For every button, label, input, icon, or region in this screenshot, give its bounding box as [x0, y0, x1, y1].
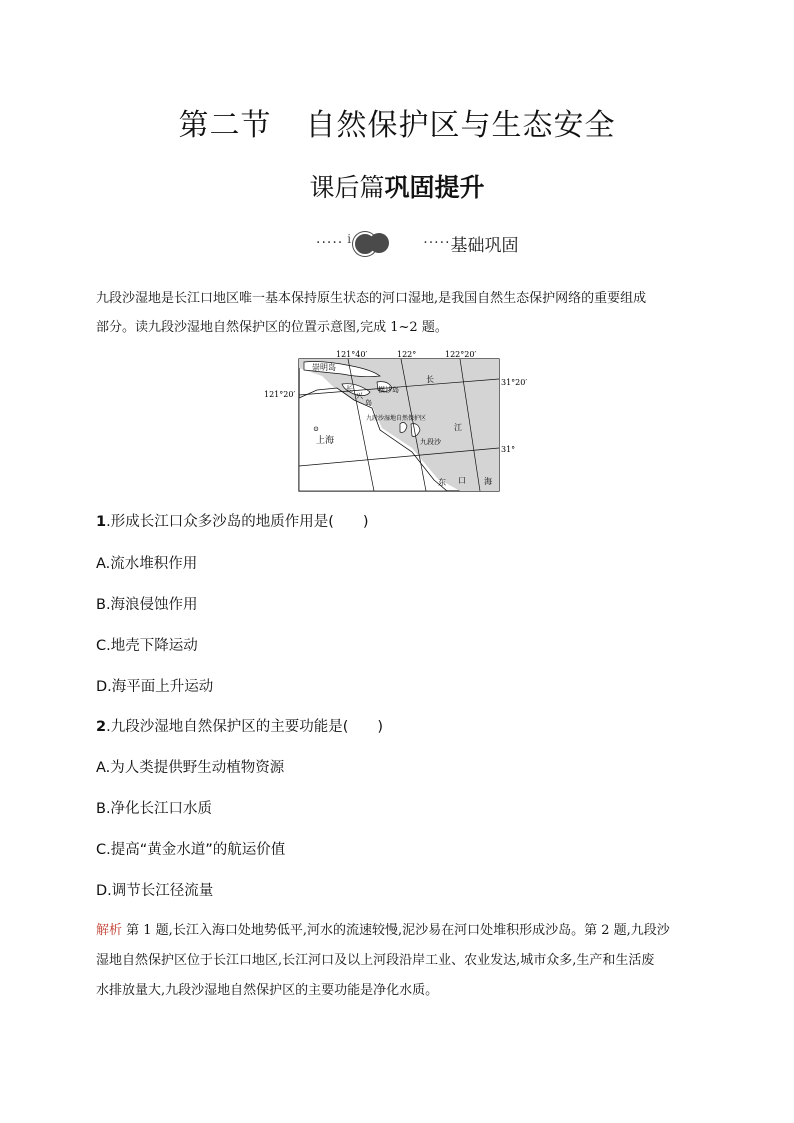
question-1-option-b[interactable]: B.海浪侵蚀作用 [96, 597, 198, 613]
dots-left: ····· [316, 235, 344, 251]
label-chongming: 崇明岛 [312, 363, 336, 372]
lon-label-2: 122° [397, 350, 417, 359]
question-1-stem [96, 510, 369, 531]
answer-line-1: 第 1 题,长江入海口处地势低平,河水的流速较慢,泥沙易在河口处堆积形成沙岛。第 2 题,九段沙 [122, 923, 670, 938]
question-2-option-b[interactable]: B.净化长江口水质 [96, 801, 213, 817]
label-jiang: 江 [454, 423, 462, 432]
question-1-option-a[interactable]: A.流水堆积作用 [96, 556, 198, 572]
lon-label-3: 122°20′ [445, 350, 477, 359]
question-2-stem [96, 715, 383, 736]
label-dong: 东 [438, 478, 446, 487]
lat-label-2: 31° [501, 445, 516, 454]
section-badge-icon [347, 231, 393, 255]
shanghai-marker-icon: ⊙ [313, 425, 319, 433]
label-chang-river: 长 [426, 375, 434, 384]
subtitle-normal: 课后篇 [309, 173, 385, 202]
location-map [262, 348, 532, 496]
answer-explanation [96, 916, 700, 1006]
label-hai: 海 [484, 477, 492, 486]
section-number: 第二节 [178, 108, 272, 143]
question-1-option-c[interactable]: C.地壳下降运动 [96, 638, 198, 654]
question-2-number: 2 [96, 719, 107, 735]
answer-line-2: 湿地自然保护区位于长江口地区,长江河口及以上河段沿岸工业、农业发达,城市众多,生产和生活废 [96, 953, 655, 968]
label-xing: 兴 [356, 392, 363, 400]
question-2-text: .九段沙湿地自然保护区的主要功能是( ) [106, 719, 384, 735]
label-chang-island: 长 [346, 385, 353, 393]
question-2-option-d[interactable]: D.调节长江径流量 [96, 883, 214, 899]
question-2-option-c[interactable]: C.提高“黄金水道”的航运价值 [96, 842, 286, 858]
intro-paragraph [96, 284, 696, 342]
answer-tag: 解析 [96, 923, 123, 938]
lat-label-1: 31°20′ [501, 378, 528, 387]
page-title [0, 100, 794, 144]
label-dao: 岛 [365, 399, 372, 407]
subtitle-bold: 巩固提升 [384, 173, 485, 202]
intro-line-1: 九段沙湿地是长江口地区唯一基本保持原生状态的河口湿地,是我国自然生态保护网络的重要组成 [96, 291, 647, 306]
section-label: 基础巩固 [450, 235, 519, 256]
label-hengsha: 横沙岛 [378, 386, 399, 394]
section-title: 自然保护区与生态安全 [305, 108, 616, 143]
lon-label-1: 121°40′ [336, 350, 368, 359]
lat-label-left: 121°20′ [264, 390, 296, 399]
question-2-option-a[interactable]: A.为人类提供野生动植物资源 [96, 760, 285, 776]
page-subtitle [0, 168, 794, 204]
question-1-text: .形成长江口众多沙岛的地质作用是( ) [106, 514, 369, 530]
label-kou: 口 [458, 476, 466, 485]
label-jiuduansha: 九段沙 [420, 438, 441, 446]
answer-line-3: 水排放量大,九段沙湿地自然保护区的主要功能是净化水质。 [96, 983, 439, 998]
label-shanghai: 上海 [316, 436, 335, 446]
question-1-option-d[interactable]: D.海平面上升运动 [96, 679, 214, 695]
question-1-number: 1 [96, 514, 107, 530]
intro-line-2: 部分。读九段沙湿地自然保护区的位置示意图,完成 1~2 题。 [96, 320, 448, 335]
badge-letter: i [347, 232, 352, 246]
dots-right: ····· [423, 235, 451, 251]
section-header [316, 230, 519, 256]
label-reserve: 九段沙湿地自然保护区 [366, 415, 427, 422]
